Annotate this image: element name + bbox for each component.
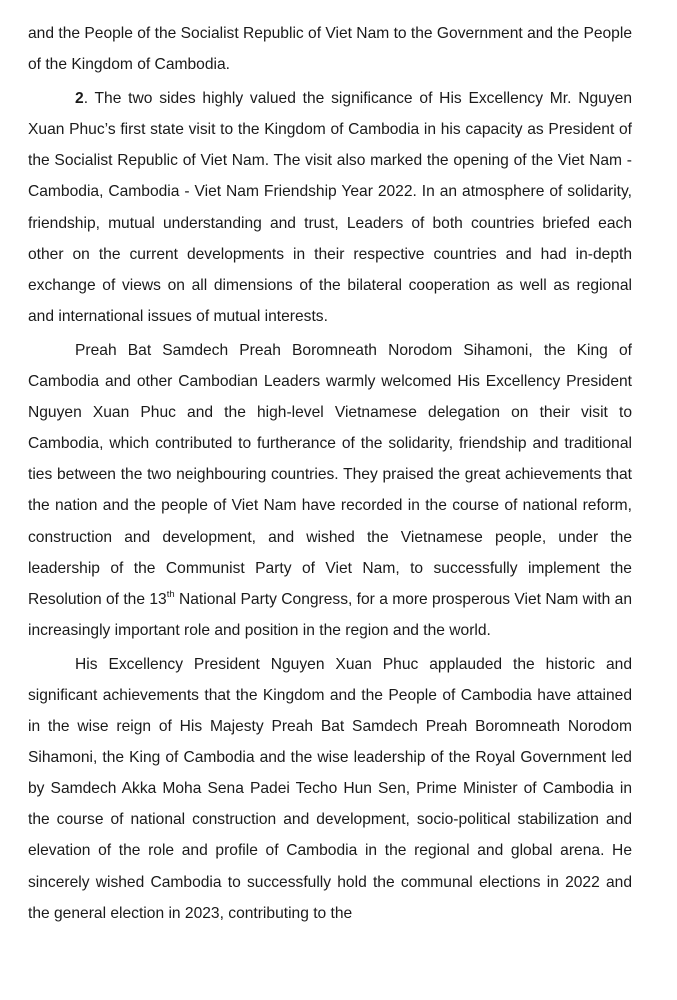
paragraph-number: 2 [75, 90, 84, 108]
paragraph-text: His Excellency President Nguyen Xuan Phuc applauded the historic and significant achievements that the Kingdom and the People of Cambodia have attained in the wise reign of His Majesty Preah Bat Samdech Preah Boromneath Norodom Sihamoni, the King of Cambodia and the wise leadership of the Royal Government led by Samdech Akka Moha Sena Padei Techo Hun Sen, Prime Minister of Cambodia in the course of national construction and development, socio-political stabilization and elevation of the role and profile of Cambodia in the regional and global arena. He sincerely wished Cambodia to successfully hold the communal elections in 2022 and the general election in 2023, contributing to the [28, 655, 632, 922]
paragraph-president-applause [28, 649, 632, 929]
paragraph-2 [28, 83, 632, 332]
paragraph-text: National Party Congress, for a more prosperous Viet Nam with an increasingly important role and position in the region and the world. [28, 590, 632, 639]
paragraph-king-welcome [28, 335, 632, 646]
document-page [28, 18, 632, 929]
paragraph-text: . The two sides highly valued the significance of His Excellency Mr. Nguyen Xuan Phuc’s first state visit to the Kingdom of Cambodia in his capacity as President of the Socialist Republic of Viet Nam. The visit also marked the opening of the Viet Nam - Cambodia, Cambodia - Viet Nam Friendship Year 2022. In an atmosphere of solidarity, friendship, mutual understanding and trust, Leaders of both countries briefed each other on the current developments in their respective countries and had in-depth exchange of views on all dimensions of the bilateral cooperation as well as regional and international issues of mutual interests. [28, 90, 632, 325]
ordinal-superscript: th [166, 588, 175, 600]
paragraph-text: Preah Bat Samdech Preah Boromneath Norodom Sihamoni, the King of Cambodia and other Cambodian Leaders warmly welcomed His Excellency President Nguyen Xuan Phuc and the high-level Vietnamese delegation on their visit to Cambodia, which contributed to furtherance of the solidarity, friendship and traditional ties between the two neighbouring countries. They praised the great achievements that the nation and the people of Viet Nam have recorded in the course of national reform, construction and development, and wished the Vietnamese people, under the leadership of the Communist Party of Viet Nam, to successfully implement the Resolution of the 13 [28, 341, 632, 608]
paragraph-text: and the People of the Socialist Republic of Viet Nam to the Government and the People of the Kingdom of Cambodia. [28, 25, 632, 74]
paragraph-continuation [28, 18, 632, 80]
